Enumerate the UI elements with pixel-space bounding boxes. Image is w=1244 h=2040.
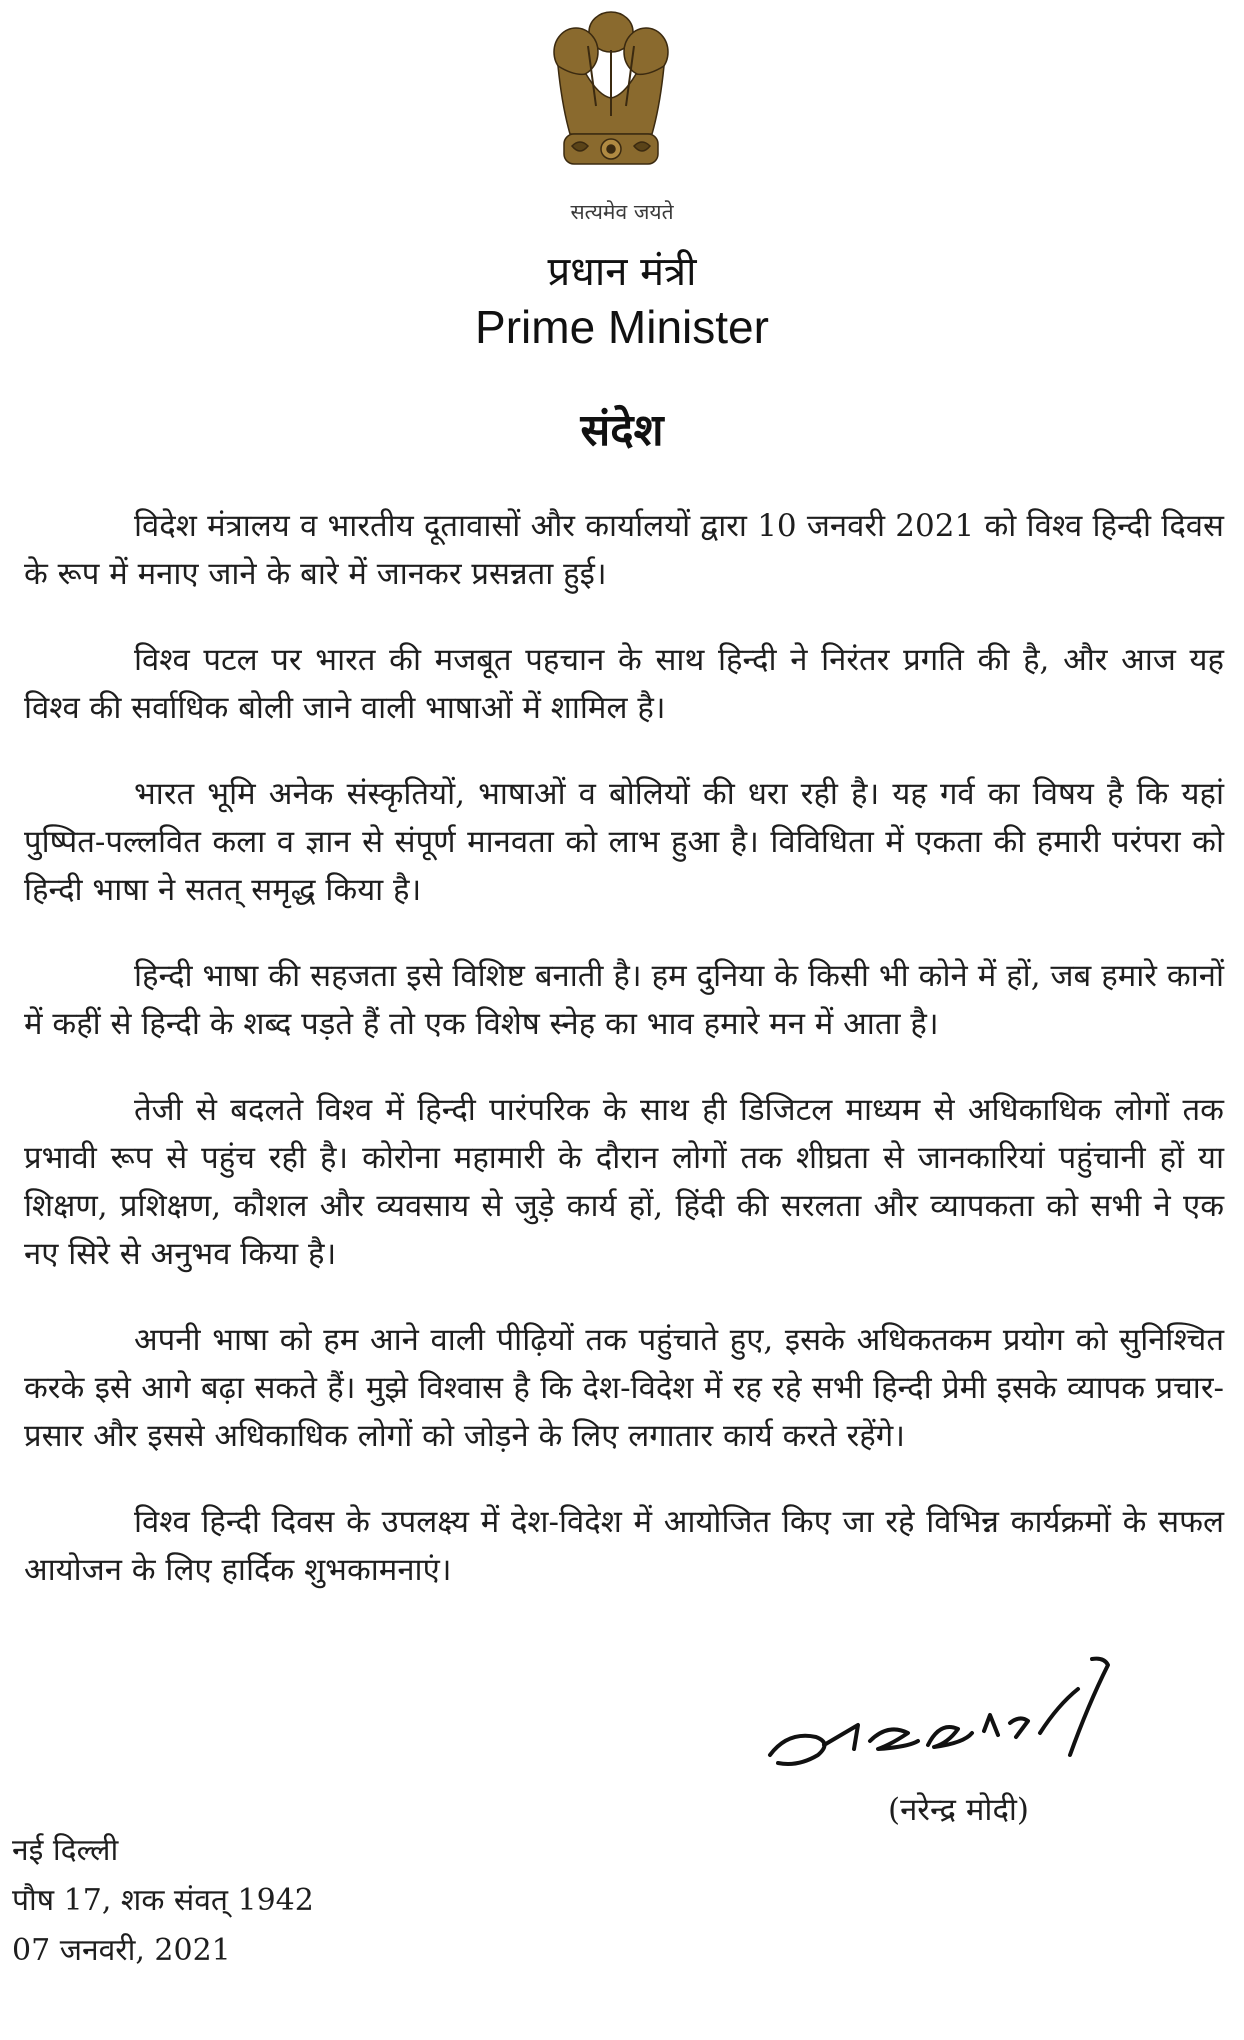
message-paragraph: भारत भूमि अनेक संस्कृतियों, भाषाओं व बोलियों की धरा रही है। यह गर्व का विषय है कि यहां पुष्पित-पल्लवित कला व ज्ञान से संपूर्ण मानवता को लाभ हुआ है। विविधिता में एकता की हमारी परंपरा को हिन्दी भाषा ने सतत् समृद्ध किया है। [24, 776, 1224, 908]
message-paragraph: विदेश मंत्रालय व भारतीय दूतावासों और कार्यालयों द्वारा 10 जनवरी 2021 को विश्व हिन्दी दिवस के रूप में मनाए जाने के बारे में जानकर प्रसन्नता हुई। [24, 508, 1224, 592]
message-paragraph: तेजी से बदलते विश्व में हिन्दी पारंपरिक के साथ ही डिजिटल माध्यम से अधिकाधिक लोगों तक प्रभावी रूप से पहुंच रही है। कोरोना महामारी के दौरान लोगों तक शीघ्रता से जानकारियां पहुंचानी हों या शिक्षण, प्रशिक्षण, कौशल और व्यवसाय से जुड़े कार्य हों, हिंदी की सरलता और व्यापकता को सभी ने एक नए सिरे से अनुभव किया है। [24, 1092, 1224, 1272]
saka-date: पौष 17, शक संवत् 1942 [12, 1883, 314, 1918]
signatory-name: (नरेन्द्र मोदी) [888, 1792, 1030, 1828]
place: नई दिल्ली [12, 1833, 119, 1868]
office-title-english: Prime Minister [475, 301, 769, 353]
message-paragraph: विश्व पटल पर भारत की मजबूत पहचान के साथ हिन्दी ने निरंतर प्रगति की है, और आज यह विश्व की सर्वाधिक बोली जाने वाली भाषाओं में शामिल है। [24, 642, 1224, 726]
message-paragraph: विश्व हिन्दी दिवस के उपलक्ष्य में देश-विदेश में आयोजित किए जा रहे विभिन्न कार्यक्रमों के सफल आयोजन के लिए हार्दिक शुभकामनाएं। [24, 1504, 1224, 1588]
message-heading: संदेश [580, 405, 664, 456]
gregorian-date: 07 जनवरी, 2021 [12, 1933, 231, 1968]
message-paragraph: अपनी भाषा को हम आने वाली पीढ़ियों तक पहुंचाते हुए, इसके अधिकतकम प्रयोग को सुनिश्चित करके इसे आगे बढ़ा सकते हैं। मुझे विश्वास है कि देश-विदेश में रह रहे सभी हिन्दी प्रेमी इसके व्यापक प्रचार-प्रसार और इससे अधिकाधिक लोगों को जोड़ने के लिए लगातार कार्य करते रहेंगे। [24, 1322, 1224, 1454]
place-and-date [12, 1826, 314, 1976]
national-emblem-icon [548, 6, 674, 196]
office-title-hindi: प्रधान मंत्री [547, 249, 697, 295]
motto: सत्यमेव जयते [570, 200, 674, 224]
handwritten-signature-icon [758, 1645, 1148, 1775]
message-paragraph: हिन्दी भाषा की सहजता इसे विशिष्ट बनाती है। हम दुनिया के किसी भी कोने में हों, जब हमारे कानों में कहीं से हिन्दी के शब्द पड़ते हैं तो एक विशेष स्नेह का भाव हमारे मन में आता है। [24, 958, 1224, 1042]
message-body [24, 502, 1224, 1632]
